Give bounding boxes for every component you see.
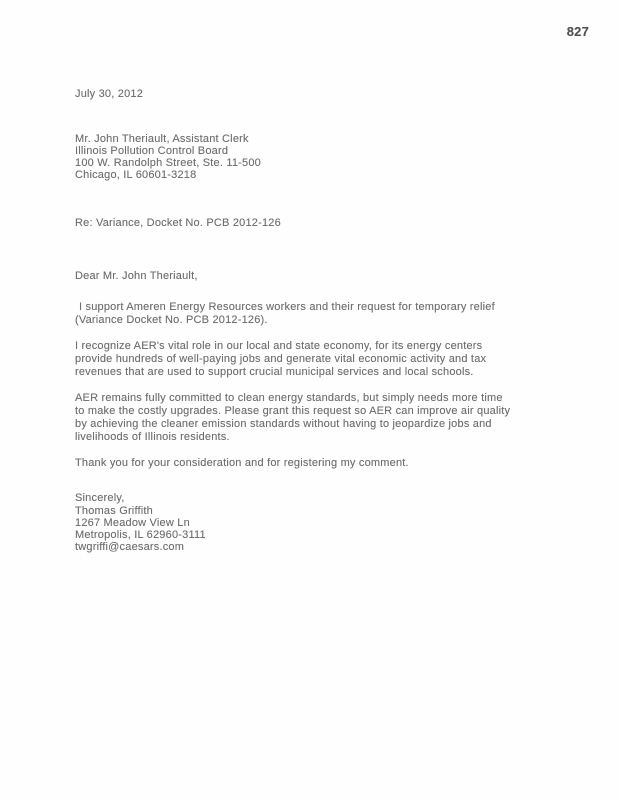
signer-street: 1267 Meadow View Ln xyxy=(75,517,190,529)
recipient-org-line: Illinois Pollution Control Board xyxy=(75,145,229,157)
signer-name: Thomas Griffith xyxy=(75,505,153,517)
letter-date: July 30, 2012 xyxy=(75,88,144,100)
paragraph-standards: AER remains fully committed to clean energy standards, but simply needs more time to make the costly upgrades. Please grant this request so AER can improve air quality by achieving the cleaner emission standards without having to jeopardize jobs and livelihoods of Illinois residents. xyxy=(75,392,511,443)
letter-body xyxy=(75,88,515,553)
signer-city: Metropolis, IL 62960-3111 xyxy=(75,529,206,541)
subject-line: Re: Variance, Docket No. PCB 2012-126 xyxy=(75,217,281,229)
salutation: Dear Mr. John Theriault, xyxy=(75,270,198,282)
signature-block xyxy=(75,492,515,553)
paragraph-support: I support Ameren Energy Resources workers and their request for temporary relief (Variance Docket No. PCB 2012-126). xyxy=(75,301,495,326)
recipient-name-line: Mr. John Theriault, Assistant Clerk xyxy=(75,133,249,145)
recipient-city-line: Chicago, IL 60601-3218 xyxy=(75,169,197,181)
closing-word: Sincerely, xyxy=(75,492,125,504)
paragraph-thanks: Thank you for your consideration and for registering my comment. xyxy=(75,457,409,469)
recipient-address-block xyxy=(75,133,515,181)
paragraph-economy: I recognize AER's vital role in our local and state economy, for its energy centers provide hundreds of well-paying jobs and generate vital economic activity and tax revenues that are used to support crucial municipal services and local schools. xyxy=(75,340,487,378)
signer-email: twgriffi@caesars.com xyxy=(75,541,185,553)
recipient-street-line: 100 W. Randolph Street, Ste. 11-500 xyxy=(75,157,261,169)
page-number: 827 xyxy=(566,24,589,39)
